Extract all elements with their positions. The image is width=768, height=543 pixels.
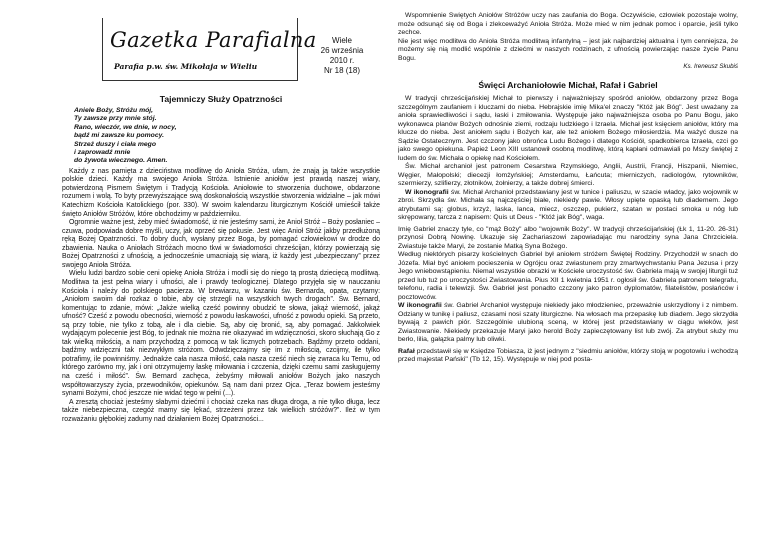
prayer [62,107,380,166]
parish-name: Parafia p.w. św. Mikołaja w Wieliu [114,62,258,71]
paragraph: Nie jest więc modlitwa do Anioła Stróża modlitwą infantylną – jest jak najbardziej aktualna i tym cenniejsza, że możemy się nią modlić wspólnie z dziećmi w naszych rodzinach, z ufnością powierzając nasze życie Panu Bogu. [398,37,738,62]
issue-date-year: 2010 r. [329,56,355,65]
paragraph: Wspomnienie Świętych Aniołów Stróżów uczy nas zaufania do Boga. Oczywiście, człowiek pozostaje wolny, może odsunąć się od Boga i zlekceważyć Anioła Stróża. Może mieć w nim jednak pomoc i oparcie, jeśli tylko zechce. [398,12,738,36]
issue-place: Wiele [331,36,352,45]
paragraph-michal-patron: Św. Michał archanioł jest patronem Cesarstwa Rzymskiego, Anglii, Austrii, Francji, Hiszpanii, Niemiec, Węgier, Małopolski; diecezji łomżyńskiej; Amsterdamu, Łańcuta; mierniczych, radiologów, rytowników, szermierzy, szlifierzy, złotników, żołnierzy, a także dobrej śmierci. [398,163,738,187]
prayer-line: do żywota wiecznego. Amen. [74,157,168,165]
prayer-line: Ty zawsze przy mnie stój. [74,115,157,123]
newsletter-title: Gazetka Parafialna [110,28,317,52]
paragraph-rafal [398,348,738,365]
paragraph: Ogromnie ważne jest, żeby mieć świadomość, iż nie jesteśmy sami, że Anioł Stróż – Boży posłaniec – czuwa, podpowiada dobre myśli, uczy, jak oprzeć się pokusie. Jest więc Anioł Stróż jakby przedłużoną ręką Bożej Opatrzności. To dobry duch, wysłany przez Boga, by pomagać człowiekowi w drodze do zbawienia. Nauka o Aniołach Stróżach mocno tkwi w świadomości chrześcijan, którzy powierzają się Bożej Opatrzności z ufnością, a jednocześnie umacniają się wiarą, iż każdy jest „ubezpieczany” przez swojego Anioła Stróża. [62,219,380,269]
prayer-line: Rano, wieczór, we dnie, w nocy, [74,123,177,131]
issue-info [310,36,374,76]
paragraph: Wielu ludzi bardzo sobie ceni opiekę Anioła Stróża i modli się do niego tą prostą dziecięcą modlitwą. Modlitwa ta jest pełna wiary i ufności, ale i prawdy teologicznej. Dlatego przyjęła się w nauczaniu Kościoła i należy do polskiego pacierza. W brewiarzu, w kazaniu św. Bernarda, opata, czytamy: „Aniołom swoim dał rozkaz o tobie, aby cię strzegli na wszystkich twych drogach”. Św. Bernard, komentując to zdanie, mówi: „Jakże wielką cześć powinny obudzić te słowa, jakąż wierność, jakąż ufność? Cześć z powodu obecności, wierność z powodu łaskawości, ufność z powodu opieki. Są przeto, są przy tobie, nie tylko z tobą, ale i dla ciebie. Są, aby cię bronić, są, aby pomagać. Jakkolwiek wydającym polecenie jest Bóg, to jednak nie można nie okazywać im wdzięczności, skoro słuchają Go z tak wielką miłością, a nam przychodzą z pomocą w tak licznych potrzebach. Bądźmy przeto oddani, bądźmy wdzięczni tak niezwykłym stróżom. Odwdzięczajmy się im z miłością, czcijmy, ile tylko potrafimy, ile powinniśmy. Jednakże cała nasza miłość, cała nasza cześć niech się zwraca ku Temu, od którego zarówno my, jak i oni otrzymujemy łaskę miłowania i czczenia, dzięki czemu sami zasługujemy na cześć i miłość”. Św. Bernard zachęca, żebyśmy miłowali aniołów Bożych jako naszych współtowarzyszy życia, przewodników, opiekunów. Są nam dani przez Ojca. „Teraz bowiem jesteśmy synami Bożymi, choć jeszcze nie widać tego w pełni (...). [62,270,380,398]
rafal-text: przedstawił się w Księdze Tobiasza, iż jest jednym z "siedmiu aniołów, którzy stoją w pogotowiu i wchodzą przed majestat Pański" (Tb 12, 15). Występuje w niej pod posta- [398,347,738,363]
prayer-line: Aniele Boży, Stróżu mój, [74,107,154,114]
iconography-label: W ikonografii [405,188,449,196]
masthead [62,12,380,84]
paragraph-gabriel-iconography [398,302,738,345]
iconography-text: św. Michał Archanioł przedstawiany jest w tunice i paliuszu, w szacie władcy, jako wojownik w zbroi. Skrzydła św. Michała są najczęściej białe, niekiedy pawie. Włosy upięte opaską lub diademem. Jego atrybutami są: globus, krzyż, laska, lanca, miecz, oszczep, pukierz, szatan w postaci smoka u nóg lub skrępowany, tarcza z napisem: Quis ut Deus - "Któż jak Bóg", waga. [398,188,738,221]
article-title-right: Święci Archaniołowie Michał, Rafał i Gabriel [478,80,658,90]
prayer-line: bądź mi zawsze ku pomocy. [74,132,165,140]
paragraph-michal-iconography [398,189,738,223]
iconography-label: W ikonografii [398,302,442,309]
paragraph: A zresztą chociaż jesteśmy słabymi dziećmi i chociaż czeka nas długa droga, a nie tylko długa, lecz także niebezpieczna, czegóż mamy się lękać, strzeżeni przez tak wielkich stróżów?”. Ileż w tym rozważaniu głębokiej zadumy nad działaniem Bożej Opatrzności... [62,398,380,423]
left-column [62,12,380,534]
paragraph-michal: W tradycji chrześcijańskiej Michał to pierwszy i najważniejszy spośród aniołów, obdarzony przez Boga szczególnym zaufaniem i kluczami do nieba. Hebrajskie imię Mika'el znaczy "Któż jak Bóg". Jest uważany za anioła sprawiedliwości i sądu, łaski i zmiłowania. Występuje jako najważniejsza osoba po Panu Bogu, jako wykonawca planów Bożych odnośnie ziemi, rodzaju ludzkiego i Izraela. Michał jest księciem aniołów, który ma klucze do nieba. Jest aniołem sądu i Bożych kar, ale też aniołem Bożego miłosierdzia. Ma ważyć dusze na Sądzie Ostatecznym. Jest czczony jako obrońca Ludu Bożego i dlatego Kościół, spadkobierca Izraela, czci go jako swego opiekuna. Papież Leon XIII ustanowił osobną modlitwę, którą kapłani odmawiali po Mszy świętej z ludem do św. Michała o opiekę nad Kościołem. [398,95,738,162]
prayer-line: Strzeż duszy i ciała mego [74,140,156,148]
author-signature: Ks. Ireneusz Skubiś [683,63,738,70]
article-title-left: Tajemniczy Służy Opatrzności [159,94,283,104]
iconography-text: św. Gabriel Archanioł występuje niekiedy jako młodzieniec, przeważnie uskrzydlony i z nimbem. Odziany w tunikę i paliusz, czasami nosi szaty liturgiczne. Na włosach ma przepaskę lub diadem. Jego skrzydła bywają z pawich piór. Szczególnie ulubioną sceną, w której jest przedstawiany w ciągu wieków, jest Zwiastowanie. Niekiedy przekazuje Maryi jako herold Boży zapieczętowany list lub zwój. Za atrybut służy mu berło, lilia, gałązka palmy lub oliwki. [398,302,738,343]
right-column [398,12,738,534]
issue-date-day: 26 września [320,46,364,55]
rafal-name: Rafał [398,347,415,355]
paragraph-gabriel: Imię Gabriel znaczy tyle, co "mąż Boży" albo "wojownik Boży". W tradycji chrześcijańskiej (Łk 1, 11-20. 26-31) przynosi Dobrą Nowinę. Ukazuje się Zachariaszowi zapowiadając mu narodziny syna Jana Chrzciciela. Zwiastuje także Maryi, że zostanie Matką Syna Bożego. [398,225,738,250]
paragraph-gabriel-2: Według niektórych pisarzy kościelnych Gabriel był aniołem stróżem Świętej Rodziny. Przychodził w snach do Józefa. Miał być aniołem pocieszenia w Ogrójcu oraz zwiastunem przy zmartwychwstaniu Pana Jezusa i przy Jego wniebowstąpieniu. Niemal wszystkie obrazki w Kościele uroczystość św. Gabriela mają w swojej liturgii tuż przed lub tuż po uroczystości Zwiastowania. Pius XII 1 kwietnia 1951 r. ogłosił św. Gabriela patronem telegrafu, telefonu, radia i telewizji. Św. Gabriel jest ponadto czczony jako patron dyplomatów, filatelistów, posłańców i pocztowców. [398,251,738,301]
prayer-line: i zaprowadź mnie [74,149,131,157]
paragraph: Każdy z nas pamięta z dzieciństwa modlitwę do Anioła Stróża, ufam, że znają ją także wszystkie polskie dzieci. Każdy ma swojego Anioła Stróża. Istnienie aniołów jest prawdą naszej wiary, potwierdzoną Pismem Świętym i Tradycją Kościoła. Aniołowie to stworzenia duchowe, obdarzone rozumem i wolą. To byty przewyższające swą doskonałością wszystkie stworzenia widzialne – jak mówi Katechizm Kościoła Katolickiego (por. 330). W swoim kalendarzu liturgicznym Kościół umieścił także święto Aniołów Stróżów, które obchodzimy w październiku. [62,167,380,218]
issue-number: Nr 18 (18) [323,66,360,75]
